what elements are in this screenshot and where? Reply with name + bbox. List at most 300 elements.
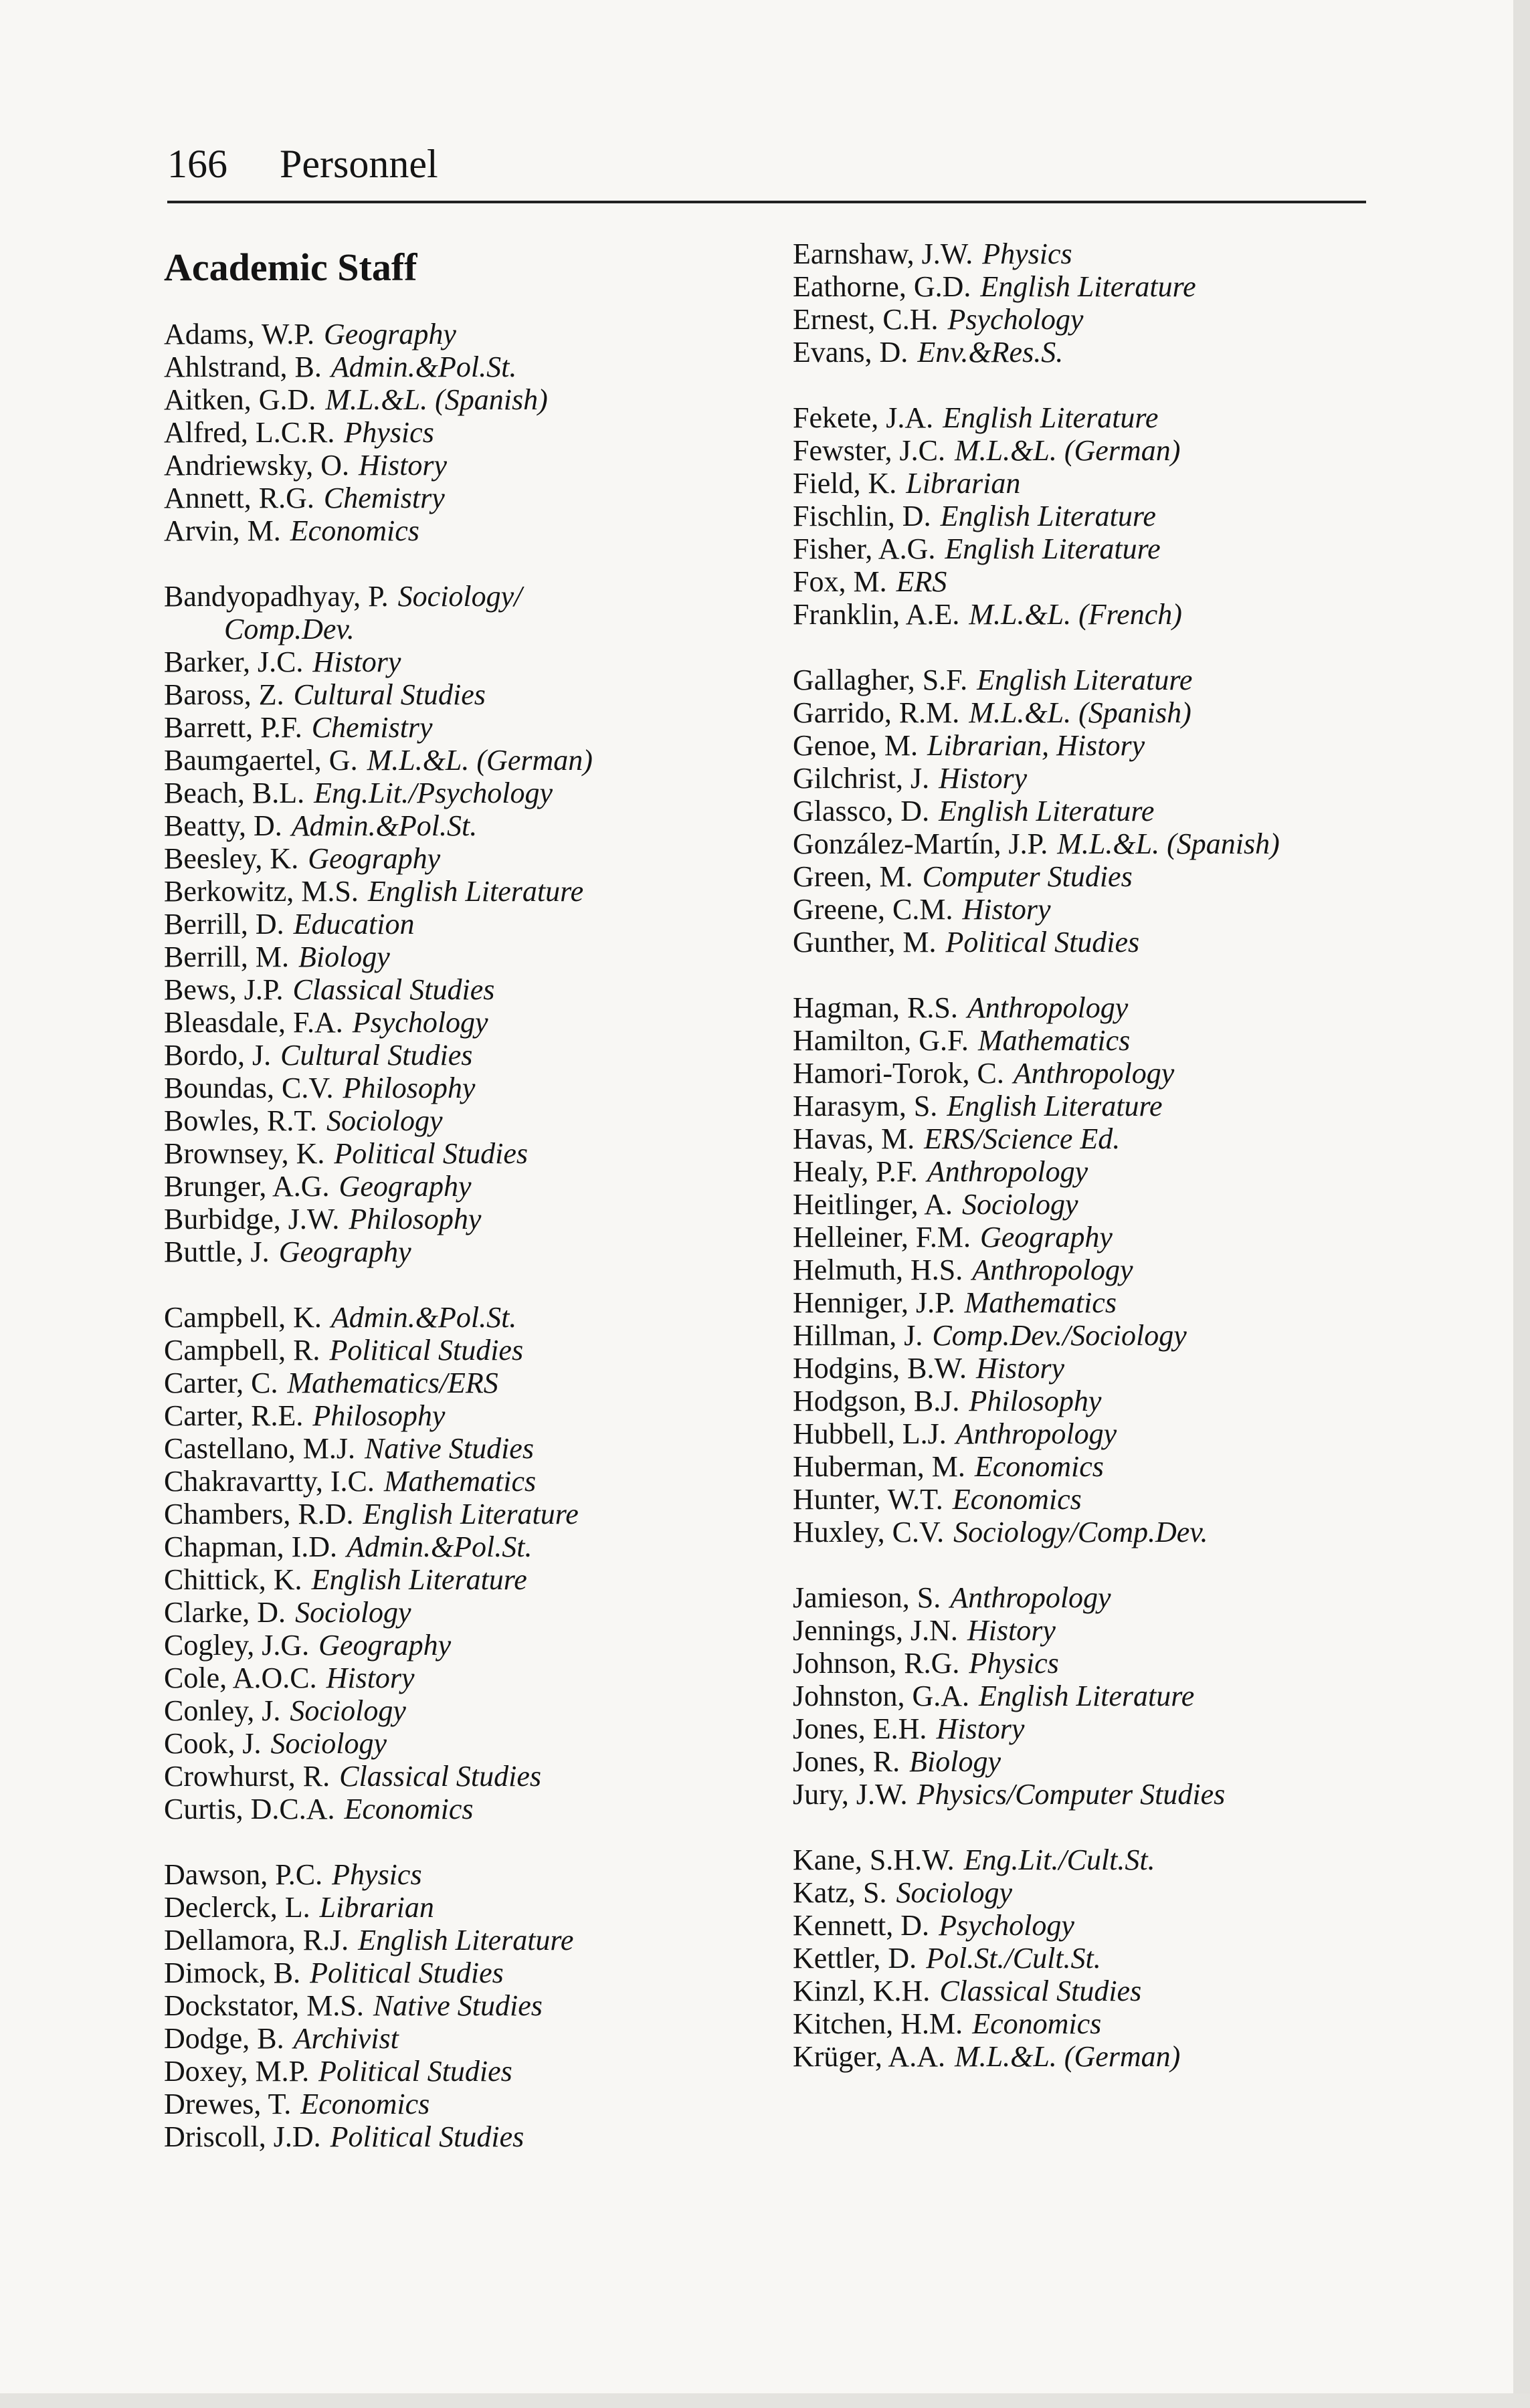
staff-entry <box>164 1301 753 1334</box>
staff-entry <box>793 991 1395 1024</box>
staff-entry <box>164 1367 753 1399</box>
staff-name: Adams, W.P. <box>164 318 314 350</box>
staff-entry <box>164 1137 753 1170</box>
letter-group <box>793 991 1395 1548</box>
staff-entry <box>793 1122 1395 1155</box>
staff-name: Barrett, P.F. <box>164 711 302 744</box>
left-column <box>164 237 753 2186</box>
staff-name: Barker, J.C. <box>164 645 304 678</box>
staff-entry <box>164 1530 753 1563</box>
staff-entry <box>164 809 753 842</box>
staff-name: Hamori-Torok, C. <box>793 1057 1004 1090</box>
staff-entry <box>164 908 753 940</box>
staff-name: Genoe, M. <box>793 729 918 762</box>
staff-entry <box>793 926 1395 959</box>
staff-entry <box>164 1072 753 1104</box>
letter-group <box>793 237 1395 369</box>
letter-group <box>164 1858 753 2153</box>
staff-department: Political Studies <box>310 1956 504 1989</box>
staff-name: Bleasdale, F.A. <box>164 1006 343 1039</box>
staff-name: Driscoll, J.D. <box>164 2120 321 2153</box>
staff-department: English Literature <box>311 1563 527 1596</box>
staff-department: Mathematics <box>383 1465 537 1498</box>
staff-entry <box>793 696 1395 729</box>
staff-entry <box>793 860 1395 893</box>
staff-entry <box>164 1432 753 1465</box>
staff-department: Sociology <box>896 1876 1013 1909</box>
staff-name: Henniger, J.P. <box>793 1286 955 1319</box>
staff-entry <box>164 2120 753 2153</box>
letter-group <box>793 401 1395 631</box>
staff-entry <box>164 1563 753 1596</box>
staff-department: Economics <box>300 2088 430 2120</box>
staff-department: Physics <box>344 416 434 449</box>
staff-department: Pol.St./Cult.St. <box>926 1942 1101 1975</box>
staff-entry <box>793 1516 1395 1548</box>
staff-name: Evans, D. <box>793 336 909 369</box>
staff-entry <box>793 893 1395 926</box>
page-number: 166 <box>167 142 227 186</box>
staff-entry <box>793 1483 1395 1516</box>
staff-department: Env.&Res.S. <box>917 336 1064 369</box>
running-title: Personnel <box>280 142 438 186</box>
staff-department: Anthropology <box>950 1581 1111 1614</box>
staff-entry <box>793 1450 1395 1483</box>
staff-department: History <box>359 449 447 482</box>
staff-name: Heitlinger, A. <box>793 1188 953 1221</box>
staff-department: M.L.&L. (German) <box>367 744 593 777</box>
staff-entry <box>793 467 1395 500</box>
staff-name: Aitken, G.D. <box>164 383 316 416</box>
staff-name: Campbell, K. <box>164 1301 322 1334</box>
staff-name: Chakravartty, I.C. <box>164 1465 375 1498</box>
staff-name: Dockstator, M.S. <box>164 1989 364 2022</box>
staff-department: Sociology <box>270 1727 387 1760</box>
staff-name: Kettler, D. <box>793 1942 917 1975</box>
staff-name: Dellamora, R.J. <box>164 1924 349 1956</box>
staff-department: Philosophy <box>343 1072 476 1104</box>
staff-entry <box>793 1155 1395 1188</box>
letter-group <box>164 318 753 547</box>
staff-entry <box>164 973 753 1006</box>
staff-department: Librarian, History <box>927 729 1145 762</box>
staff-department: History <box>936 1712 1025 1745</box>
staff-name: Fischlin, D. <box>793 500 931 532</box>
letter-group <box>793 664 1395 959</box>
staff-name: Crowhurst, R. <box>164 1760 330 1793</box>
staff-department: Psychology <box>947 303 1084 336</box>
staff-entry <box>164 2022 753 2055</box>
staff-entry <box>164 678 753 711</box>
staff-name: Bordo, J. <box>164 1039 272 1072</box>
staff-name: Gallagher, S.F. <box>793 664 968 696</box>
staff-department: History <box>939 762 1028 795</box>
staff-entry <box>793 1712 1395 1745</box>
staff-entry <box>793 303 1395 336</box>
staff-department: English Literature <box>358 1924 574 1956</box>
page-edge-right <box>1513 0 1530 2408</box>
staff-department: History <box>967 1614 1056 1647</box>
staff-entry <box>793 598 1395 631</box>
staff-department: English Literature <box>367 875 584 908</box>
staff-department: English Literature <box>980 270 1196 303</box>
staff-entry <box>793 1745 1395 1778</box>
staff-department: Admin.&Pol.St. <box>330 1301 517 1334</box>
staff-name: Helleiner, F.M. <box>793 1221 971 1253</box>
staff-entry <box>793 1188 1395 1221</box>
letter-group <box>793 1843 1395 2073</box>
staff-department: Eng.Lit./Cult.St. <box>963 1843 1155 1876</box>
staff-name: Brunger, A.G. <box>164 1170 330 1203</box>
staff-name: Cole, A.O.C. <box>164 1662 317 1694</box>
letter-group <box>164 1301 753 1825</box>
staff-department: Admin.&Pol.St. <box>291 809 478 842</box>
staff-entry <box>164 318 753 350</box>
staff-name: Harasym, S. <box>793 1090 938 1122</box>
staff-department: Mathematics/ERS <box>287 1367 498 1399</box>
staff-name: Jury, J.W. <box>793 1778 908 1811</box>
staff-entry <box>164 1760 753 1793</box>
staff-department: M.L.&L. (French) <box>969 598 1182 631</box>
staff-department: Anthropology <box>972 1253 1133 1286</box>
staff-entry <box>164 416 753 449</box>
staff-entry <box>164 1399 753 1432</box>
staff-department: Philosophy <box>349 1203 482 1235</box>
staff-entry <box>793 1090 1395 1122</box>
staff-name: Dawson, P.C. <box>164 1858 323 1891</box>
staff-department: Native Studies <box>364 1432 534 1465</box>
staff-entry <box>164 1170 753 1203</box>
staff-department: M.L.&L. (Spanish) <box>969 696 1191 729</box>
staff-entry <box>164 1629 753 1662</box>
right-column <box>793 237 1395 2106</box>
staff-name: Greene, C.M. <box>793 893 953 926</box>
staff-department: Classical Studies <box>339 1760 542 1793</box>
staff-entry <box>793 1253 1395 1286</box>
staff-department: Economics <box>972 2007 1102 2040</box>
staff-entry <box>164 940 753 973</box>
staff-name: Berkowitz, M.S. <box>164 875 359 908</box>
staff-entry <box>164 1727 753 1760</box>
staff-name: Kennett, D. <box>793 1909 930 1942</box>
staff-department: Sociology/Comp.Dev. <box>953 1516 1208 1548</box>
staff-name: Johnson, R.G. <box>793 1647 960 1680</box>
staff-department: Political Studies <box>330 2120 524 2153</box>
staff-name: Alfred, L.C.R. <box>164 416 335 449</box>
staff-name: Andriewsky, O. <box>164 449 349 482</box>
staff-entry <box>164 1203 753 1235</box>
staff-department: M.L.&L. (Spanish) <box>1057 827 1280 860</box>
staff-entry <box>164 1956 753 1989</box>
staff-department: Philosophy <box>969 1385 1102 1417</box>
staff-name: Castellano, M.J. <box>164 1432 355 1465</box>
staff-department: Mathematics <box>964 1286 1117 1319</box>
staff-entry <box>793 664 1395 696</box>
staff-name: Conley, J. <box>164 1694 281 1727</box>
staff-department: English Literature <box>940 500 1156 532</box>
staff-department: History <box>975 1352 1064 1385</box>
staff-entry <box>164 875 753 908</box>
staff-entry <box>164 1694 753 1727</box>
staff-department: English Literature <box>977 664 1193 696</box>
staff-entry <box>793 500 1395 532</box>
staff-department: History <box>326 1662 415 1694</box>
staff-entry <box>164 711 753 744</box>
staff-name: Healy, P.F. <box>793 1155 918 1188</box>
staff-department: ERS <box>896 565 947 598</box>
staff-name: Green, M. <box>793 860 913 893</box>
staff-department: Anthropology <box>927 1155 1088 1188</box>
staff-entry <box>793 1647 1395 1680</box>
staff-entry <box>793 1581 1395 1614</box>
staff-name: Fewster, J.C. <box>793 434 946 467</box>
staff-name: Fox, M. <box>793 565 887 598</box>
staff-entry <box>164 2055 753 2088</box>
staff-entry <box>164 2088 753 2120</box>
staff-department: Cultural Studies <box>293 678 486 711</box>
staff-name: Jones, E.H. <box>793 1712 927 1745</box>
staff-name: Eathorne, G.D. <box>793 270 971 303</box>
staff-entry <box>164 842 753 875</box>
staff-entry <box>793 2007 1395 2040</box>
staff-name: Hodgins, B.W. <box>793 1352 967 1385</box>
staff-department: Librarian <box>906 467 1021 500</box>
page-edge-bottom <box>0 2393 1530 2408</box>
staff-name: Burbidge, J.W. <box>164 1203 340 1235</box>
staff-department: Geography <box>980 1221 1113 1253</box>
staff-department: Cultural Studies <box>280 1039 473 1072</box>
staff-department: Sociology <box>961 1188 1078 1221</box>
staff-name: Beesley, K. <box>164 842 299 875</box>
staff-department: Biology <box>298 940 390 973</box>
staff-department: Sociology <box>295 1596 411 1629</box>
staff-entry <box>164 1924 753 1956</box>
staff-entry <box>793 565 1395 598</box>
staff-name: Hodgson, B.J. <box>793 1385 960 1417</box>
staff-name: Fekete, J.A. <box>793 401 934 434</box>
staff-name: Jones, R. <box>793 1745 900 1778</box>
staff-entry <box>164 1235 753 1268</box>
staff-name: Hamilton, G.F. <box>793 1024 969 1057</box>
staff-department: M.L.&L. (German) <box>954 2040 1181 2073</box>
staff-entry <box>793 1942 1395 1975</box>
staff-entry <box>793 1876 1395 1909</box>
staff-department: Admin.&Pol.St. <box>347 1530 533 1563</box>
staff-department: Admin.&Pol.St. <box>330 350 517 383</box>
staff-name: Jennings, J.N. <box>793 1614 958 1647</box>
staff-name: Berrill, D. <box>164 908 284 940</box>
staff-department: Anthropology <box>1013 1057 1175 1090</box>
staff-name: Dodge, B. <box>164 2022 284 2055</box>
staff-entry <box>164 1039 753 1072</box>
staff-entry <box>793 237 1395 270</box>
staff-entry <box>793 1385 1395 1417</box>
staff-department: English Literature <box>945 532 1161 565</box>
staff-name: Huxley, C.V. <box>793 1516 945 1548</box>
staff-department: Political Studies <box>329 1334 524 1367</box>
staff-entry <box>793 1909 1395 1942</box>
staff-department: English Literature <box>363 1498 579 1530</box>
staff-department-continued: Comp.Dev. <box>224 613 355 645</box>
staff-entry <box>793 1843 1395 1876</box>
staff-department: Biology <box>909 1745 1001 1778</box>
staff-name: Cogley, J.G. <box>164 1629 310 1662</box>
staff-department: Physics <box>969 1647 1059 1680</box>
staff-entry <box>164 383 753 416</box>
staff-name: Arvin, M. <box>164 514 281 547</box>
staff-entry <box>793 1352 1395 1385</box>
staff-department: Classical Studies <box>292 973 495 1006</box>
staff-department: Librarian <box>319 1891 434 1924</box>
staff-name: Ahlstrand, B. <box>164 350 322 383</box>
staff-entry <box>164 1858 753 1891</box>
staff-department: M.L.&L. (Spanish) <box>325 383 548 416</box>
staff-department: Sociology <box>290 1694 406 1727</box>
staff-entry <box>793 762 1395 795</box>
staff-name: Kinzl, K.H. <box>793 1975 931 2007</box>
staff-department: Geography <box>339 1170 472 1203</box>
staff-department: Physics <box>332 1858 422 1891</box>
staff-entry <box>164 449 753 482</box>
staff-entry <box>793 532 1395 565</box>
staff-department: M.L.&L. (German) <box>955 434 1181 467</box>
staff-name: Fisher, A.G. <box>793 532 936 565</box>
staff-name: Curtis, D.C.A. <box>164 1793 335 1825</box>
letter-group <box>793 1581 1395 1811</box>
staff-department: Geography <box>278 1235 411 1268</box>
staff-entry <box>164 1596 753 1629</box>
staff-entry <box>793 1417 1395 1450</box>
staff-name: Johnston, G.A. <box>793 1680 970 1712</box>
staff-department: Archivist <box>293 2022 399 2055</box>
staff-entry <box>164 1498 753 1530</box>
staff-name: Drewes, T. <box>164 2088 292 2120</box>
staff-name: Gunther, M. <box>793 926 937 959</box>
staff-entry <box>164 1662 753 1694</box>
staff-entry <box>164 514 753 547</box>
staff-name: Declerck, L. <box>164 1891 310 1924</box>
staff-name: Bews, J.P. <box>164 973 284 1006</box>
staff-name: Huberman, M. <box>793 1450 965 1483</box>
staff-department: English Literature <box>979 1680 1195 1712</box>
staff-department: Economics <box>952 1483 1082 1516</box>
staff-entry <box>793 1975 1395 2007</box>
staff-department: Physics/Computer Studies <box>917 1778 1226 1811</box>
staff-entry <box>793 729 1395 762</box>
staff-name: Hunter, W.T. <box>793 1483 943 1516</box>
staff-entry <box>164 1891 753 1924</box>
staff-department: Philosophy <box>312 1399 446 1432</box>
staff-department: English Literature <box>939 795 1155 827</box>
staff-entry <box>793 1614 1395 1647</box>
staff-name: Campbell, R. <box>164 1334 320 1367</box>
staff-name: Baross, Z. <box>164 678 284 711</box>
staff-department: Psychology <box>939 1909 1074 1942</box>
staff-department: Mathematics <box>977 1024 1131 1057</box>
staff-name: Earnshaw, J.W. <box>793 237 973 270</box>
staff-entry <box>793 1024 1395 1057</box>
staff-name: Cook, J. <box>164 1727 262 1760</box>
staff-department: Sociology/ <box>397 580 522 613</box>
running-head <box>167 140 438 187</box>
staff-name: Bandyopadhyay, P. <box>164 580 389 613</box>
staff-name: Havas, M. <box>793 1122 915 1155</box>
staff-name: Hubbell, L.J. <box>793 1417 947 1450</box>
staff-department: Chemistry <box>311 711 433 744</box>
staff-entry <box>793 1221 1395 1253</box>
staff-name: Gilchrist, J. <box>793 762 930 795</box>
staff-name: Brownsey, K. <box>164 1137 325 1170</box>
staff-entry <box>164 1334 753 1367</box>
staff-name: Annett, R.G. <box>164 482 314 514</box>
staff-name: Garrido, R.M. <box>793 696 960 729</box>
staff-department: History <box>962 893 1051 926</box>
letter-group <box>164 580 753 1268</box>
staff-name: Glassco, D. <box>793 795 930 827</box>
staff-name: Doxey, M.P. <box>164 2055 310 2088</box>
staff-entry <box>793 2040 1395 2073</box>
staff-name: Carter, C. <box>164 1367 278 1399</box>
staff-name: Kane, S.H.W. <box>793 1843 955 1876</box>
staff-entry <box>793 1319 1395 1352</box>
staff-entry <box>164 482 753 514</box>
staff-name: Clarke, D. <box>164 1596 286 1629</box>
staff-department: Eng.Lit./Psychology <box>314 777 553 809</box>
staff-entry <box>164 1465 753 1498</box>
staff-entry <box>793 336 1395 369</box>
staff-department: Anthropology <box>967 991 1129 1024</box>
staff-name: Berrill, M. <box>164 940 289 973</box>
staff-name: Beatty, D. <box>164 809 282 842</box>
staff-name: Franklin, A.E. <box>793 598 960 631</box>
staff-name: Ernest, C.H. <box>793 303 939 336</box>
staff-department: Geography <box>308 842 441 875</box>
staff-name: Chambers, R.D. <box>164 1498 354 1530</box>
staff-department: Education <box>293 908 415 940</box>
staff-department: English Literature <box>943 401 1159 434</box>
staff-name: González-Martín, J.P. <box>793 827 1048 860</box>
staff-name: Chapman, I.D. <box>164 1530 338 1563</box>
staff-entry <box>793 795 1395 827</box>
staff-department: Economics <box>290 514 419 547</box>
staff-department: Geography <box>318 1629 452 1662</box>
staff-name: Carter, R.E. <box>164 1399 304 1432</box>
staff-department: Political Studies <box>945 926 1140 959</box>
staff-department: Computer Studies <box>922 860 1133 893</box>
staff-name: Chittick, K. <box>164 1563 302 1596</box>
staff-department: Native Studies <box>373 1989 543 2022</box>
staff-department: Sociology <box>326 1104 443 1137</box>
staff-name: Jamieson, S. <box>793 1581 941 1614</box>
staff-name: Buttle, J. <box>164 1235 270 1268</box>
staff-department: Economics <box>344 1793 474 1825</box>
staff-name: Kitchen, H.M. <box>793 2007 963 2040</box>
section-title: Academic Staff <box>164 245 417 289</box>
staff-name: Hillman, J. <box>793 1319 923 1352</box>
staff-department: Political Studies <box>334 1137 528 1170</box>
staff-entry <box>164 350 753 383</box>
staff-entry <box>793 270 1395 303</box>
staff-department: Classical Studies <box>939 1975 1142 2007</box>
staff-entry <box>164 580 753 645</box>
staff-entry <box>793 827 1395 860</box>
staff-department: ERS/Science Ed. <box>924 1122 1121 1155</box>
staff-entry <box>793 1680 1395 1712</box>
staff-entry <box>793 1286 1395 1319</box>
staff-name: Katz, S. <box>793 1876 887 1909</box>
staff-department: History <box>312 645 401 678</box>
staff-entry <box>164 1104 753 1137</box>
